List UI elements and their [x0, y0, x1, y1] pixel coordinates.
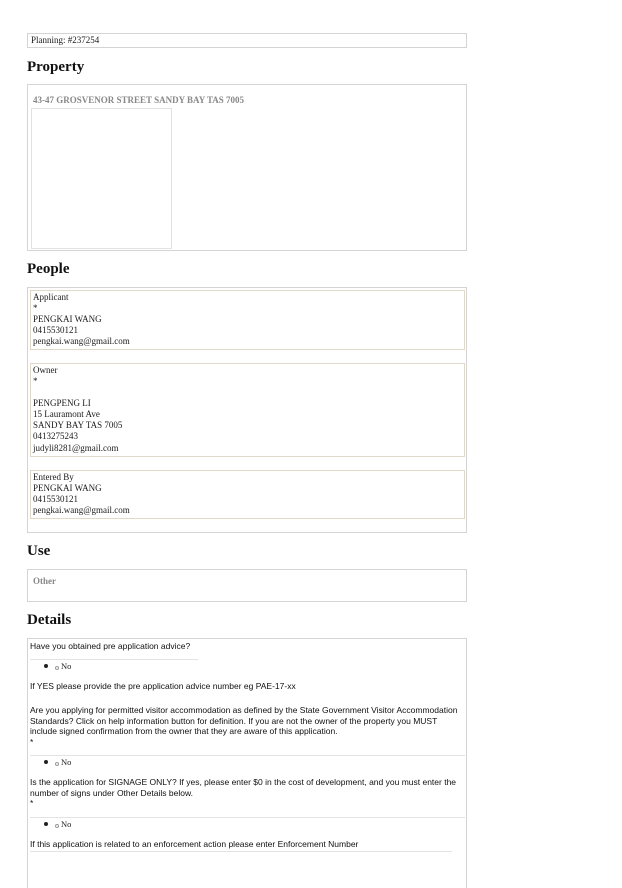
divider [30, 659, 198, 660]
radio-icon[interactable] [55, 666, 59, 670]
signage-only-option[interactable] [44, 819, 71, 829]
option-label: No [61, 819, 72, 829]
details-heading: Details [27, 612, 72, 628]
radio-icon[interactable] [55, 762, 59, 766]
entered-by-email: pengkai.wang@gmail.com [33, 505, 130, 515]
bullet-icon [44, 760, 48, 764]
radio-icon[interactable] [55, 824, 59, 828]
option-label: No [61, 757, 72, 767]
pre-application-question: Have you obtained pre application advice? [30, 641, 191, 651]
enforcement-number-question: If this application is related to an enforcement action please enter Enforcement Number [30, 839, 359, 849]
owner-name: PENGPENG LI [33, 398, 91, 408]
bullet-icon [44, 822, 48, 826]
bullet-icon [44, 664, 48, 668]
signage-only-question [30, 777, 465, 809]
applicant-phone: 0415530121 [33, 325, 78, 335]
pre-application-option[interactable] [44, 661, 71, 671]
required-mark: * [30, 798, 34, 808]
property-heading: Property [27, 59, 85, 75]
enforcement-number-field[interactable] [30, 851, 452, 852]
applicant-name: PENGKAI WANG [33, 314, 102, 324]
use-value: Other [33, 576, 56, 586]
owner-email: judyli8281@gmail.com [33, 443, 119, 453]
owner-role: Owner [33, 365, 58, 375]
entered-by-name: PENGKAI WANG [33, 483, 102, 493]
applicant-role: Applicant [33, 292, 69, 302]
entered-by-role: Entered By [33, 472, 74, 482]
question-text: Are you applying for permitted visitor accommodation as defined by the State Government Visitor Accommodation Standards? Click on help information button for definition. If you are not the owner of the property you MUST include signed confirmation from the owner that they are aware of this application. [30, 705, 458, 736]
property-map [31, 108, 172, 249]
divider [30, 755, 465, 756]
applicant-required-mark: * [33, 303, 38, 313]
applicant-email: pengkai.wang@gmail.com [33, 336, 130, 346]
planning-reference: Planning: #237254 [27, 33, 467, 48]
owner-phone: 0413275243 [33, 431, 78, 441]
people-heading: People [27, 261, 70, 277]
divider [30, 817, 465, 818]
entered-by-phone: 0415530121 [33, 494, 78, 504]
use-panel [27, 569, 467, 602]
owner-street: 15 Lauramont Ave [33, 409, 100, 419]
property-address: 43-47 GROSVENOR STREET SANDY BAY TAS 7005 [33, 95, 245, 105]
owner-suburb: SANDY BAY TAS 7005 [33, 420, 123, 430]
use-heading: Use [27, 543, 51, 559]
visitor-accommodation-question [30, 705, 465, 747]
visitor-accommodation-option[interactable] [44, 757, 71, 767]
option-label: No [61, 661, 72, 671]
question-text: Is the application for SIGNAGE ONLY? If yes, please enter $0 in the cost of development, and you must enter the number of signs under Other Details below. [30, 777, 457, 798]
pre-application-number-question: If YES please provide the pre application advice number eg PAE-17-xx [30, 681, 296, 691]
owner-required-mark: * [33, 376, 38, 386]
required-mark: * [30, 736, 34, 747]
